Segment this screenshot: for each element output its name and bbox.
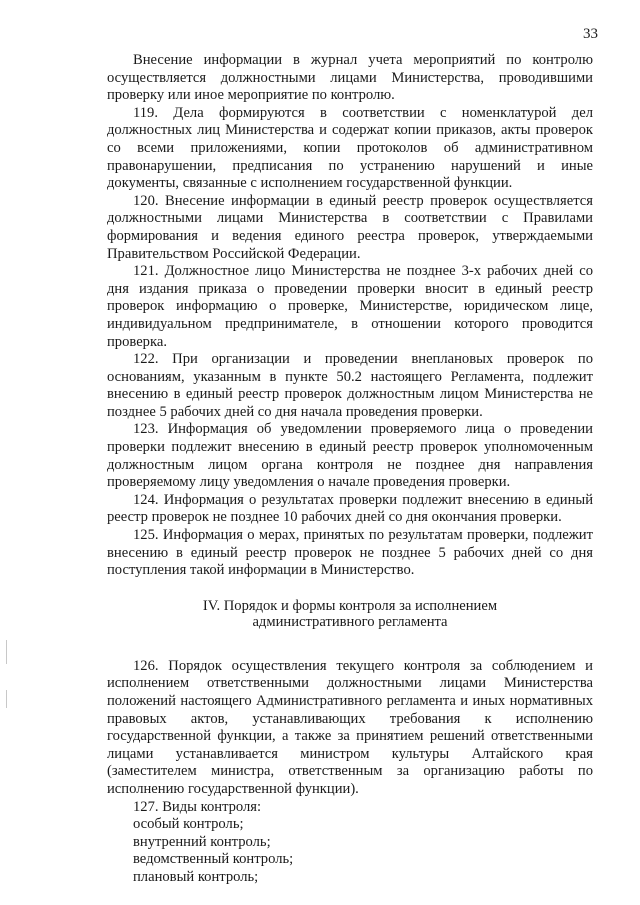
section-heading-line2: административного регламента bbox=[252, 613, 448, 630]
list-item-control-type: ведомственный контроль; bbox=[133, 851, 294, 868]
paragraph-124: 124. Информация о результатах проверки подлежит внесению в единый реестр проверок не позднее 10 рабочих дней со дня окончания проверки. bbox=[107, 491, 593, 526]
paragraph-119: 119. Дела формируются в соответствии с номенклатурой дел должностных лиц Министерства и содержат копии приказов, акты проверок со всеми приложениями, копии протоколов об административном правонарушении, предписания по устранению нарушений и иные документы, связанные с исполнением государственной функции. bbox=[107, 104, 593, 192]
scan-artifact bbox=[6, 690, 7, 708]
section-heading bbox=[107, 598, 593, 630]
scan-artifact bbox=[6, 640, 7, 664]
paragraph-126: 126. Порядок осуществления текущего контроля за соблюдением и исполнением ответственными должностными лицами Министерства положений настоящего Административного регламента и иных нормативных правовых актов, устанавливающих требования к исполнению государственной функции, а также за принятием решений ответственными лицами устанавливается министром культуры Алтайского края (заместителем министра, ответственным за организацию работы по исполнению государственной функции). bbox=[107, 657, 593, 797]
paragraph-127: 127. Виды контроля: bbox=[133, 798, 262, 815]
paragraph-123: 123. Информация об уведомлении проверяемого лица о проведении проверки подлежит внесению в единый реестр проверок уполномоченным должностным лицом органа контроля не позднее дня направления проверяемому лицу уведомления о начале проведения проверки. bbox=[107, 421, 593, 491]
paragraph-125: 125. Информация о мерах, принятых по результатам проверки, подлежит внесению в единый реестр проверок не позднее 5 рабочих дней со дня поступления такой информации в Министерство. bbox=[107, 527, 593, 579]
paragraph-journal-entry: Внесение информации в журнал учета мероприятий по контролю осуществляется должностными лицами Министерства, проводившими проверку или иное мероприятие по контролю. bbox=[107, 52, 593, 104]
list-item-control-type: плановый контроль; bbox=[133, 868, 259, 885]
paragraph-122: 122. При организации и проведении внеплановых проверок по основаниям, указанным в пункте 50.2 настоящего Регламента, подлежит внесению в единый реестр проверок должностным лицом Министерства не позднее 5 рабочих дней со дня начала проведения проверки. bbox=[107, 351, 593, 420]
page-number: 33 bbox=[583, 26, 598, 42]
paragraph-120: 120. Внесение информации в единый реестр проверок осуществляется должностными лицами Министерства в соответствии с Правилами формирования и ведения единого реестра проверок, утверждаемыми Правительством Российской Федерации. bbox=[107, 192, 593, 262]
list-item-control-type: внутренний контроль; bbox=[133, 833, 271, 850]
section-heading-line1: IV. Порядок и формы контроля за исполнением bbox=[202, 597, 498, 614]
paragraph-121: 121. Должностное лицо Министерства не позднее 3-х рабочих дней со дня издания приказа о проведении проверки вносит в единый реестр проверок информацию о проверке, Министерстве, юридическом лице, индивидуальном предпринимателе, в отношении которого проводится проверка. bbox=[107, 263, 593, 350]
document-body bbox=[107, 52, 593, 887]
list-item-control-type: особый контроль; bbox=[133, 816, 244, 833]
